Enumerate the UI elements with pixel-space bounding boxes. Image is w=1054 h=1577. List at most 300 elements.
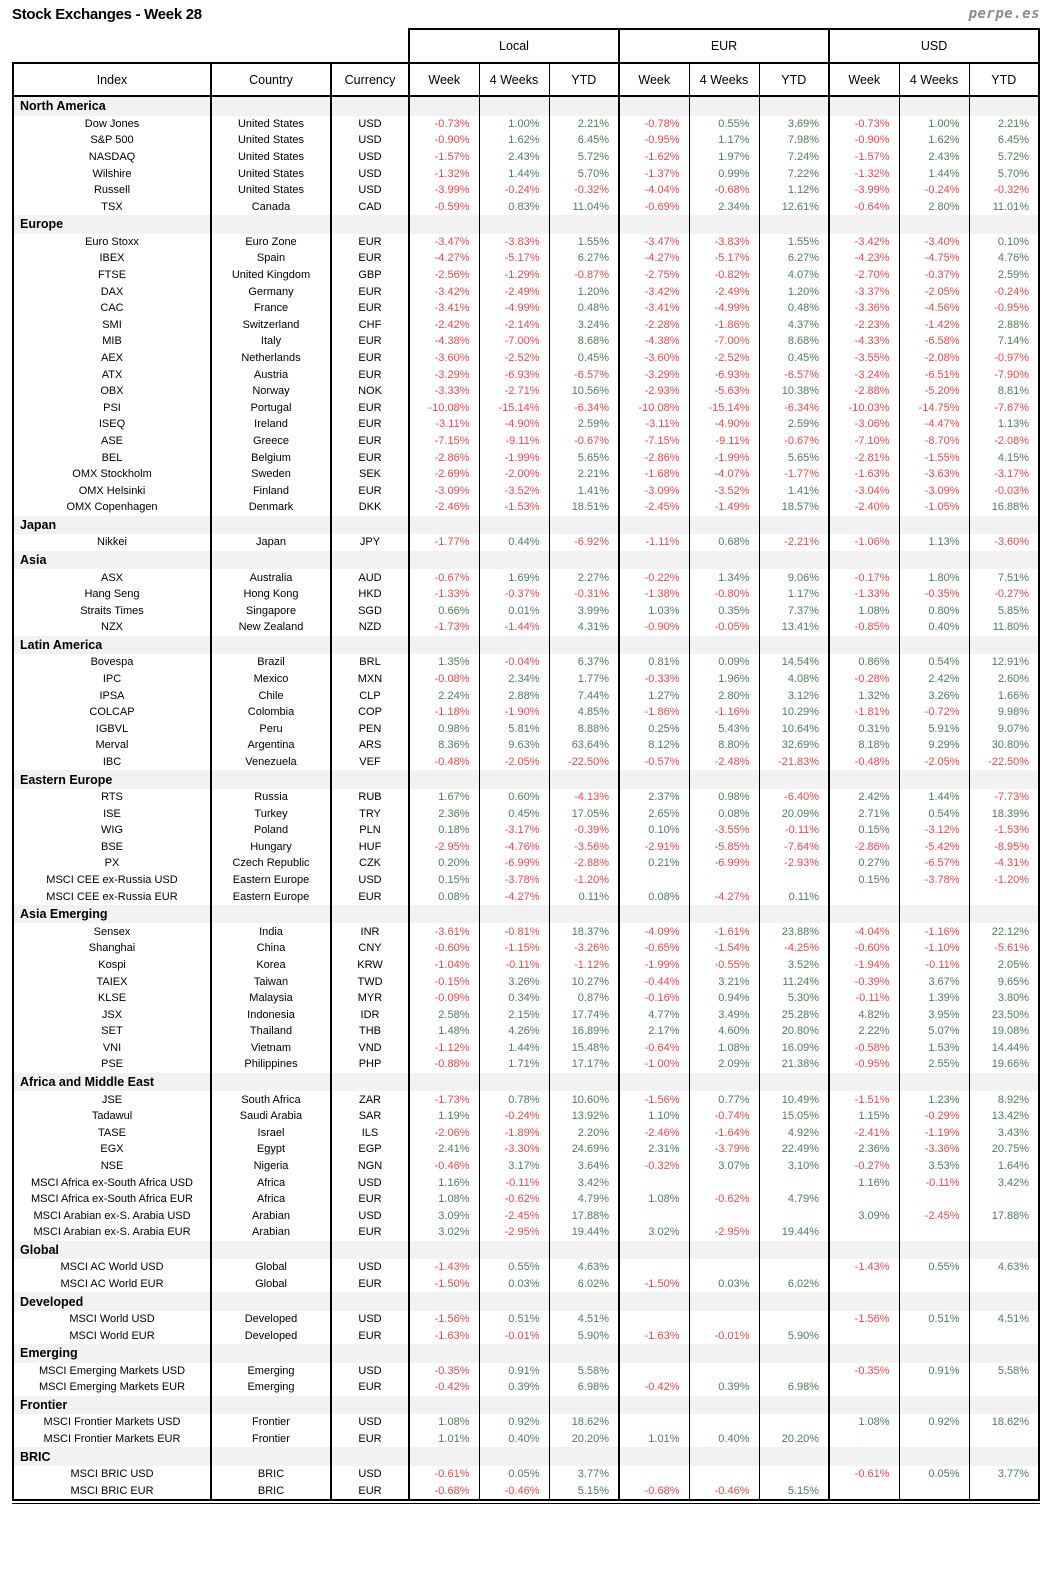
country-cell: Frontier: [211, 1431, 331, 1448]
section-cell: [331, 551, 409, 570]
value-cell: -0.24%: [479, 182, 549, 199]
section-cell: [549, 1396, 619, 1415]
value-cell: -0.32%: [969, 182, 1039, 199]
currency-cell: PLN: [331, 822, 409, 839]
value-cell: 19.44%: [759, 1224, 829, 1241]
section-cell: [759, 905, 829, 924]
index-cell: RTS: [13, 789, 211, 806]
currency-cell: CZK: [331, 855, 409, 872]
value-cell: -1.57%: [409, 149, 479, 166]
section-cell: [829, 1344, 899, 1363]
value-cell: -4.07%: [689, 466, 759, 483]
value-cell: [969, 1482, 1039, 1500]
value-cell: 5.65%: [759, 449, 829, 466]
value-cell: -7.00%: [689, 333, 759, 350]
value-cell: 10.56%: [549, 383, 619, 400]
value-cell: [759, 1311, 829, 1328]
value-cell: -2.95%: [689, 1224, 759, 1241]
country-cell: Netherlands: [211, 350, 331, 367]
value-cell: 0.45%: [549, 350, 619, 367]
country-cell: Germany: [211, 283, 331, 300]
value-cell: -4.76%: [479, 839, 549, 856]
value-cell: -2.75%: [619, 267, 689, 284]
index-cell: NSE: [13, 1158, 211, 1175]
value-cell: -0.68%: [689, 182, 759, 199]
section-cell: [409, 516, 479, 535]
value-cell: -1.63%: [619, 1327, 689, 1344]
section-cell: [409, 1447, 479, 1466]
value-cell: -3.12%: [899, 822, 969, 839]
section-cell: [759, 96, 829, 116]
country-cell: Philippines: [211, 1056, 331, 1073]
section-cell: [409, 770, 479, 789]
value-cell: -0.65%: [619, 940, 689, 957]
index-cell: EGX: [13, 1141, 211, 1158]
currency-cell: THB: [331, 1023, 409, 1040]
index-cell: MSCI Frontier Markets EUR: [13, 1431, 211, 1448]
table-row: [13, 1276, 1039, 1293]
value-cell: -3.37%: [829, 283, 899, 300]
value-cell: 1.19%: [409, 1108, 479, 1125]
value-cell: -1.86%: [689, 317, 759, 334]
index-cell: MSCI Arabian ex-S. Arabia EUR: [13, 1224, 211, 1241]
value-cell: [759, 1207, 829, 1224]
section-cell: [969, 1344, 1039, 1363]
value-cell: -1.89%: [479, 1124, 549, 1141]
index-cell: MSCI AC World EUR: [13, 1276, 211, 1293]
value-cell: 20.20%: [549, 1431, 619, 1448]
col-header-local-4weeks: 4 Weeks: [479, 63, 549, 96]
value-cell: [969, 1276, 1039, 1293]
value-cell: [829, 1224, 899, 1241]
value-cell: 0.66%: [409, 602, 479, 619]
value-cell: 21.38%: [759, 1056, 829, 1073]
country-cell: Poland: [211, 822, 331, 839]
value-cell: 1.13%: [899, 534, 969, 551]
section-cell: [829, 1396, 899, 1415]
value-cell: 17.88%: [969, 1207, 1039, 1224]
section-cell: [689, 1292, 759, 1311]
value-cell: -1.56%: [409, 1311, 479, 1328]
section-cell: [899, 1344, 969, 1363]
value-cell: 1.39%: [899, 990, 969, 1007]
section-cell: [759, 1447, 829, 1466]
value-cell: -2.45%: [619, 499, 689, 516]
value-cell: 2.59%: [549, 416, 619, 433]
value-cell: 0.86%: [829, 654, 899, 671]
value-cell: -1.06%: [829, 534, 899, 551]
value-cell: 2.17%: [619, 1023, 689, 1040]
section-cell: [211, 516, 331, 535]
section-cell: [479, 1292, 549, 1311]
value-cell: 0.01%: [479, 602, 549, 619]
section-cell: [689, 1073, 759, 1092]
section-title: Latin America: [13, 636, 211, 655]
country-cell: Portugal: [211, 400, 331, 417]
index-cell: DAX: [13, 283, 211, 300]
table-row: [13, 433, 1039, 450]
currency-cell: MXN: [331, 671, 409, 688]
country-cell: Australia: [211, 569, 331, 586]
value-cell: [759, 1414, 829, 1431]
value-cell: -0.32%: [619, 1158, 689, 1175]
value-cell: 4.07%: [759, 267, 829, 284]
section-cell: [829, 96, 899, 116]
value-cell: -0.33%: [619, 671, 689, 688]
section-cell: [759, 770, 829, 789]
value-cell: 0.87%: [549, 990, 619, 1007]
currency-cell: EUR: [331, 1327, 409, 1344]
value-cell: 0.40%: [479, 1431, 549, 1448]
value-cell: 1.10%: [619, 1108, 689, 1125]
table-row: [13, 482, 1039, 499]
table-row: [13, 1023, 1039, 1040]
section-cell: [211, 551, 331, 570]
value-cell: 0.05%: [479, 1466, 549, 1483]
value-cell: -3.78%: [479, 872, 549, 889]
value-cell: -2.86%: [619, 449, 689, 466]
value-cell: 17.17%: [549, 1056, 619, 1073]
value-cell: -0.42%: [619, 1379, 689, 1396]
value-cell: -6.99%: [479, 855, 549, 872]
table-row: [13, 198, 1039, 215]
value-cell: 1.17%: [689, 132, 759, 149]
value-cell: -2.49%: [479, 283, 549, 300]
value-cell: 4.85%: [549, 704, 619, 721]
table-row: [13, 569, 1039, 586]
value-cell: -2.05%: [479, 754, 549, 771]
index-cell: KLSE: [13, 990, 211, 1007]
value-cell: -0.35%: [899, 586, 969, 603]
value-cell: -4.56%: [899, 300, 969, 317]
index-cell: SET: [13, 1023, 211, 1040]
value-cell: 19.44%: [549, 1224, 619, 1241]
value-cell: 17.74%: [549, 1006, 619, 1023]
value-cell: -0.60%: [829, 940, 899, 957]
value-cell: 4.51%: [549, 1311, 619, 1328]
section-cell: [479, 905, 549, 924]
section-cell: [969, 1241, 1039, 1260]
section-cell: [549, 215, 619, 234]
table-row: [13, 1006, 1039, 1023]
country-cell: Brazil: [211, 654, 331, 671]
value-cell: -1.77%: [759, 466, 829, 483]
value-cell: -2.00%: [479, 466, 549, 483]
value-cell: 25.28%: [759, 1006, 829, 1023]
value-cell: -4.75%: [899, 250, 969, 267]
table-row: [13, 654, 1039, 671]
country-cell: Egypt: [211, 1141, 331, 1158]
table-row: [13, 366, 1039, 383]
section-cell: [211, 905, 331, 924]
value-cell: -2.95%: [479, 1224, 549, 1241]
value-cell: -3.17%: [969, 466, 1039, 483]
value-cell: -8.70%: [899, 433, 969, 450]
value-cell: 1.08%: [619, 1191, 689, 1208]
index-cell: Sensex: [13, 923, 211, 940]
value-cell: -3.29%: [619, 366, 689, 383]
value-cell: -0.81%: [479, 923, 549, 940]
value-cell: [619, 1207, 689, 1224]
value-cell: -0.27%: [829, 1158, 899, 1175]
value-cell: 0.40%: [689, 1431, 759, 1448]
value-cell: -1.38%: [619, 586, 689, 603]
value-cell: -4.33%: [829, 333, 899, 350]
section-cell: [829, 215, 899, 234]
section-row: [13, 905, 1039, 924]
value-cell: 8.68%: [759, 333, 829, 350]
value-cell: -3.56%: [549, 839, 619, 856]
country-cell: Taiwan: [211, 973, 331, 990]
value-cell: 1.53%: [899, 1040, 969, 1057]
value-cell: -6.34%: [759, 400, 829, 417]
value-cell: -0.74%: [689, 1108, 759, 1125]
currency-cell: SEK: [331, 466, 409, 483]
value-cell: -0.90%: [619, 619, 689, 636]
value-cell: -0.01%: [479, 1327, 549, 1344]
value-cell: -2.49%: [689, 283, 759, 300]
country-cell: Korea: [211, 957, 331, 974]
value-cell: -1.62%: [619, 149, 689, 166]
value-cell: 6.27%: [759, 250, 829, 267]
section-cell: [331, 905, 409, 924]
value-cell: 2.21%: [549, 466, 619, 483]
section-cell: [969, 1073, 1039, 1092]
value-cell: -3.52%: [689, 482, 759, 499]
value-cell: [619, 1363, 689, 1380]
value-cell: -2.56%: [409, 267, 479, 284]
value-cell: 0.68%: [689, 534, 759, 551]
value-cell: 7.24%: [759, 149, 829, 166]
value-cell: 2.88%: [479, 687, 549, 704]
country-cell: Belgium: [211, 449, 331, 466]
country-cell: South Africa: [211, 1091, 331, 1108]
value-cell: [759, 872, 829, 889]
value-cell: 5.07%: [899, 1023, 969, 1040]
value-cell: [619, 1466, 689, 1483]
table-row: [13, 1431, 1039, 1448]
value-cell: -3.41%: [409, 300, 479, 317]
value-cell: -2.41%: [829, 1124, 899, 1141]
currency-cell: KRW: [331, 957, 409, 974]
value-cell: -3.83%: [689, 234, 759, 251]
country-cell: Israel: [211, 1124, 331, 1141]
value-cell: 6.45%: [549, 132, 619, 149]
value-cell: 15.05%: [759, 1108, 829, 1125]
value-cell: [689, 1466, 759, 1483]
value-cell: -0.04%: [479, 654, 549, 671]
value-cell: 5.72%: [969, 149, 1039, 166]
index-cell: MSCI BRIC EUR: [13, 1482, 211, 1500]
value-cell: 30.80%: [969, 737, 1039, 754]
index-cell: MSCI World EUR: [13, 1327, 211, 1344]
value-cell: 4.08%: [759, 671, 829, 688]
value-cell: -3.47%: [619, 234, 689, 251]
value-cell: 0.91%: [899, 1363, 969, 1380]
value-cell: -3.30%: [479, 1141, 549, 1158]
table-row: [13, 1207, 1039, 1224]
value-cell: -7.64%: [759, 839, 829, 856]
currency-cell: USD: [331, 149, 409, 166]
value-cell: -0.16%: [619, 990, 689, 1007]
currency-cell: EUR: [331, 1276, 409, 1293]
value-cell: -0.15%: [409, 973, 479, 990]
value-cell: -7.00%: [479, 333, 549, 350]
section-row: [13, 1396, 1039, 1415]
value-cell: 8.12%: [619, 737, 689, 754]
value-cell: 7.37%: [759, 602, 829, 619]
value-cell: -0.37%: [479, 586, 549, 603]
value-cell: 2.42%: [829, 789, 899, 806]
value-cell: 18.51%: [549, 499, 619, 516]
value-cell: 14.54%: [759, 654, 829, 671]
index-cell: MSCI Frontier Markets USD: [13, 1414, 211, 1431]
value-cell: [899, 1276, 969, 1293]
value-cell: 1.23%: [899, 1091, 969, 1108]
col-header-local-ytd: YTD: [549, 63, 619, 96]
section-cell: [759, 1241, 829, 1260]
value-cell: 5.70%: [969, 165, 1039, 182]
group-header-local: Local: [409, 29, 619, 63]
value-cell: -2.95%: [409, 839, 479, 856]
value-cell: 0.83%: [479, 198, 549, 215]
value-cell: -1.15%: [479, 940, 549, 957]
currency-cell: EUR: [331, 234, 409, 251]
value-cell: 3.26%: [479, 973, 549, 990]
value-cell: 0.18%: [409, 822, 479, 839]
section-cell: [479, 1447, 549, 1466]
section-cell: [899, 96, 969, 116]
table-row: [13, 132, 1039, 149]
currency-cell: USD: [331, 1414, 409, 1431]
currency-cell: USD: [331, 116, 409, 133]
value-cell: -1.99%: [689, 449, 759, 466]
country-cell: United States: [211, 116, 331, 133]
currency-cell: SAR: [331, 1108, 409, 1125]
value-cell: [759, 1259, 829, 1276]
value-cell: 5.65%: [549, 449, 619, 466]
section-cell: [689, 1241, 759, 1260]
value-cell: 0.05%: [899, 1466, 969, 1483]
country-cell: Saudi Arabia: [211, 1108, 331, 1125]
currency-cell: EUR: [331, 1431, 409, 1448]
value-cell: [759, 1363, 829, 1380]
value-cell: 2.80%: [899, 198, 969, 215]
value-cell: [829, 1431, 899, 1448]
value-cell: 9.07%: [969, 721, 1039, 738]
value-cell: 5.90%: [549, 1327, 619, 1344]
currency-cell: USD: [331, 132, 409, 149]
country-cell: Finland: [211, 482, 331, 499]
value-cell: 7.44%: [549, 687, 619, 704]
table-row: [13, 1379, 1039, 1396]
value-cell: 0.81%: [619, 654, 689, 671]
index-cell: OMX Helsinki: [13, 482, 211, 499]
currency-cell: NOK: [331, 383, 409, 400]
index-cell: Euro Stoxx: [13, 234, 211, 251]
value-cell: -2.71%: [479, 383, 549, 400]
index-cell: MSCI Emerging Markets EUR: [13, 1379, 211, 1396]
section-cell: [619, 1344, 689, 1363]
section-row: [13, 1292, 1039, 1311]
value-cell: 5.90%: [759, 1327, 829, 1344]
currency-cell: GBP: [331, 267, 409, 284]
value-cell: 2.15%: [479, 1006, 549, 1023]
value-cell: 0.60%: [479, 789, 549, 806]
value-cell: -1.61%: [689, 923, 759, 940]
value-cell: 2.05%: [969, 957, 1039, 974]
value-cell: -4.27%: [479, 888, 549, 905]
value-cell: 3.07%: [689, 1158, 759, 1175]
country-cell: Spain: [211, 250, 331, 267]
value-cell: 13.92%: [549, 1108, 619, 1125]
value-cell: 22.12%: [969, 923, 1039, 940]
section-cell: [969, 1396, 1039, 1415]
value-cell: 1.32%: [829, 687, 899, 704]
value-cell: -1.53%: [969, 822, 1039, 839]
value-cell: -3.55%: [829, 350, 899, 367]
value-cell: -6.57%: [899, 855, 969, 872]
section-cell: [331, 1396, 409, 1415]
country-cell: United States: [211, 182, 331, 199]
country-cell: United States: [211, 149, 331, 166]
country-cell: United States: [211, 132, 331, 149]
section-row: [13, 1241, 1039, 1260]
section-title: North America: [13, 96, 211, 116]
value-cell: -1.50%: [409, 1276, 479, 1293]
value-cell: 13.42%: [969, 1108, 1039, 1125]
stock-table: [12, 28, 1040, 1501]
value-cell: -0.35%: [409, 1363, 479, 1380]
table-row: [13, 973, 1039, 990]
value-cell: 11.01%: [969, 198, 1039, 215]
table-row: [13, 300, 1039, 317]
section-cell: [969, 905, 1039, 924]
table-row: [13, 839, 1039, 856]
value-cell: -1.90%: [479, 704, 549, 721]
value-cell: -3.99%: [829, 182, 899, 199]
value-cell: -0.73%: [409, 116, 479, 133]
value-cell: -3.26%: [549, 940, 619, 957]
value-cell: -2.70%: [829, 267, 899, 284]
section-cell: [331, 770, 409, 789]
value-cell: 0.31%: [829, 721, 899, 738]
table-row: [13, 1363, 1039, 1380]
value-cell: -4.90%: [479, 416, 549, 433]
section-row: [13, 516, 1039, 535]
value-cell: -3.09%: [899, 482, 969, 499]
value-cell: [619, 872, 689, 889]
index-cell: MSCI Africa ex-South Africa EUR: [13, 1191, 211, 1208]
section-cell: [829, 905, 899, 924]
value-cell: 1.08%: [409, 1191, 479, 1208]
stock-table-body: [13, 96, 1039, 1500]
value-cell: -0.46%: [409, 1158, 479, 1175]
value-cell: -3.83%: [479, 234, 549, 251]
value-cell: -1.57%: [829, 149, 899, 166]
currency-cell: VEF: [331, 754, 409, 771]
value-cell: -3.17%: [479, 822, 549, 839]
value-cell: -7.15%: [619, 433, 689, 450]
value-cell: 3.95%: [899, 1006, 969, 1023]
value-cell: -15.14%: [479, 400, 549, 417]
table-row: [13, 499, 1039, 516]
section-cell: [899, 1073, 969, 1092]
country-cell: Turkey: [211, 805, 331, 822]
section-cell: [759, 1344, 829, 1363]
value-cell: -1.86%: [619, 704, 689, 721]
section-cell: [829, 516, 899, 535]
